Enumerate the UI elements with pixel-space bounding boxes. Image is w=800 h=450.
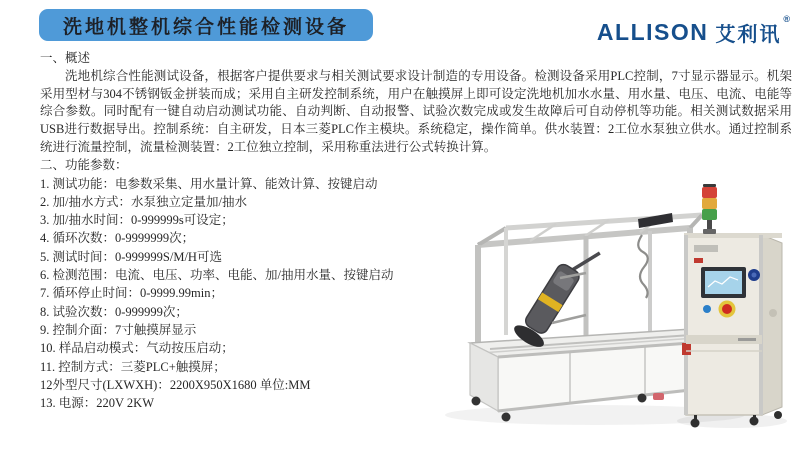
parameter-item: 8. 试验次数：0-999999次； <box>40 304 188 319</box>
brand-logo-latin: ALLISON <box>596 18 709 45</box>
parameter-item: 3. 加/抽水时间：0-999999s可设定； <box>40 213 234 228</box>
overview-heading: 一、概述 <box>40 51 91 65</box>
parameter-item: 5. 测试时间：0-999999S/M/H可选 <box>40 249 222 264</box>
brand-logo <box>596 14 790 46</box>
overview-paragraph: 洗地机综合性能测试设备，根据客户提供要求与相关测试要求设计制造的专用设备。检测设备采用PLC控制，7寸显示器显示。机架采用型材与304不锈钢钣金拼装而成；采用自主研发控制系统，用户在触摸屏上即可设定洗地机加水水量、用水量、电压、电流、电能等综合参数。同时配有一键自动启动测试功能、自动判断、自动报警、试验次数完成或发生故障后可自动停机等功能。相关测试数据采用USB进行数据导出。控制系统：自主研发，日本三菱PLC作主模块。系统稳定，操作简单。供水装置：2工位水泵独立供水。通过控制系统进行流量控制，流量检测装置：2工位独立控制，采用称重法进行公式转换计算。 <box>40 68 792 154</box>
page-title: 洗地机整机综合性能检测设备 <box>39 9 373 41</box>
parameter-item: 7. 循环停止时间：0-9999.99min； <box>40 286 223 301</box>
parameter-item: 9. 控制介面：7寸触摸屏显示 <box>40 322 197 337</box>
registered-trademark-icon: ® <box>783 14 790 24</box>
parameter-item: 2. 加/抽水方式：水泵独立定量加/抽水 <box>40 194 247 209</box>
parameter-item: 11. 控制方式：三菱PLC+触摸屏； <box>40 359 226 374</box>
parameter-item: 13. 电源：220V 2KW <box>40 396 155 411</box>
floor-shadow <box>677 414 787 428</box>
parameters-heading: 二、功能参数： <box>40 157 128 172</box>
cabinet-casters <box>691 411 783 428</box>
parameter-item: 4. 循环次数：0-9999999次； <box>40 231 195 246</box>
parameter-item: 12外型尺寸(LXWXH)：2200X950X1680 单位:MM <box>40 377 311 392</box>
parameters-list <box>40 175 512 413</box>
parameter-item: 6. 检测范围：电流、电压、功率、电能、加/抽用水量、按键启动 <box>40 268 394 283</box>
parameter-item: 10. 样品启动模式：气动按压启动； <box>40 341 234 356</box>
parameter-item: 1. 测试功能：电参数采集、用水量计算、能效计算、按键启动 <box>40 176 378 191</box>
content <box>40 50 792 412</box>
brand-logo-cjk: 艾利讯 <box>715 23 782 46</box>
